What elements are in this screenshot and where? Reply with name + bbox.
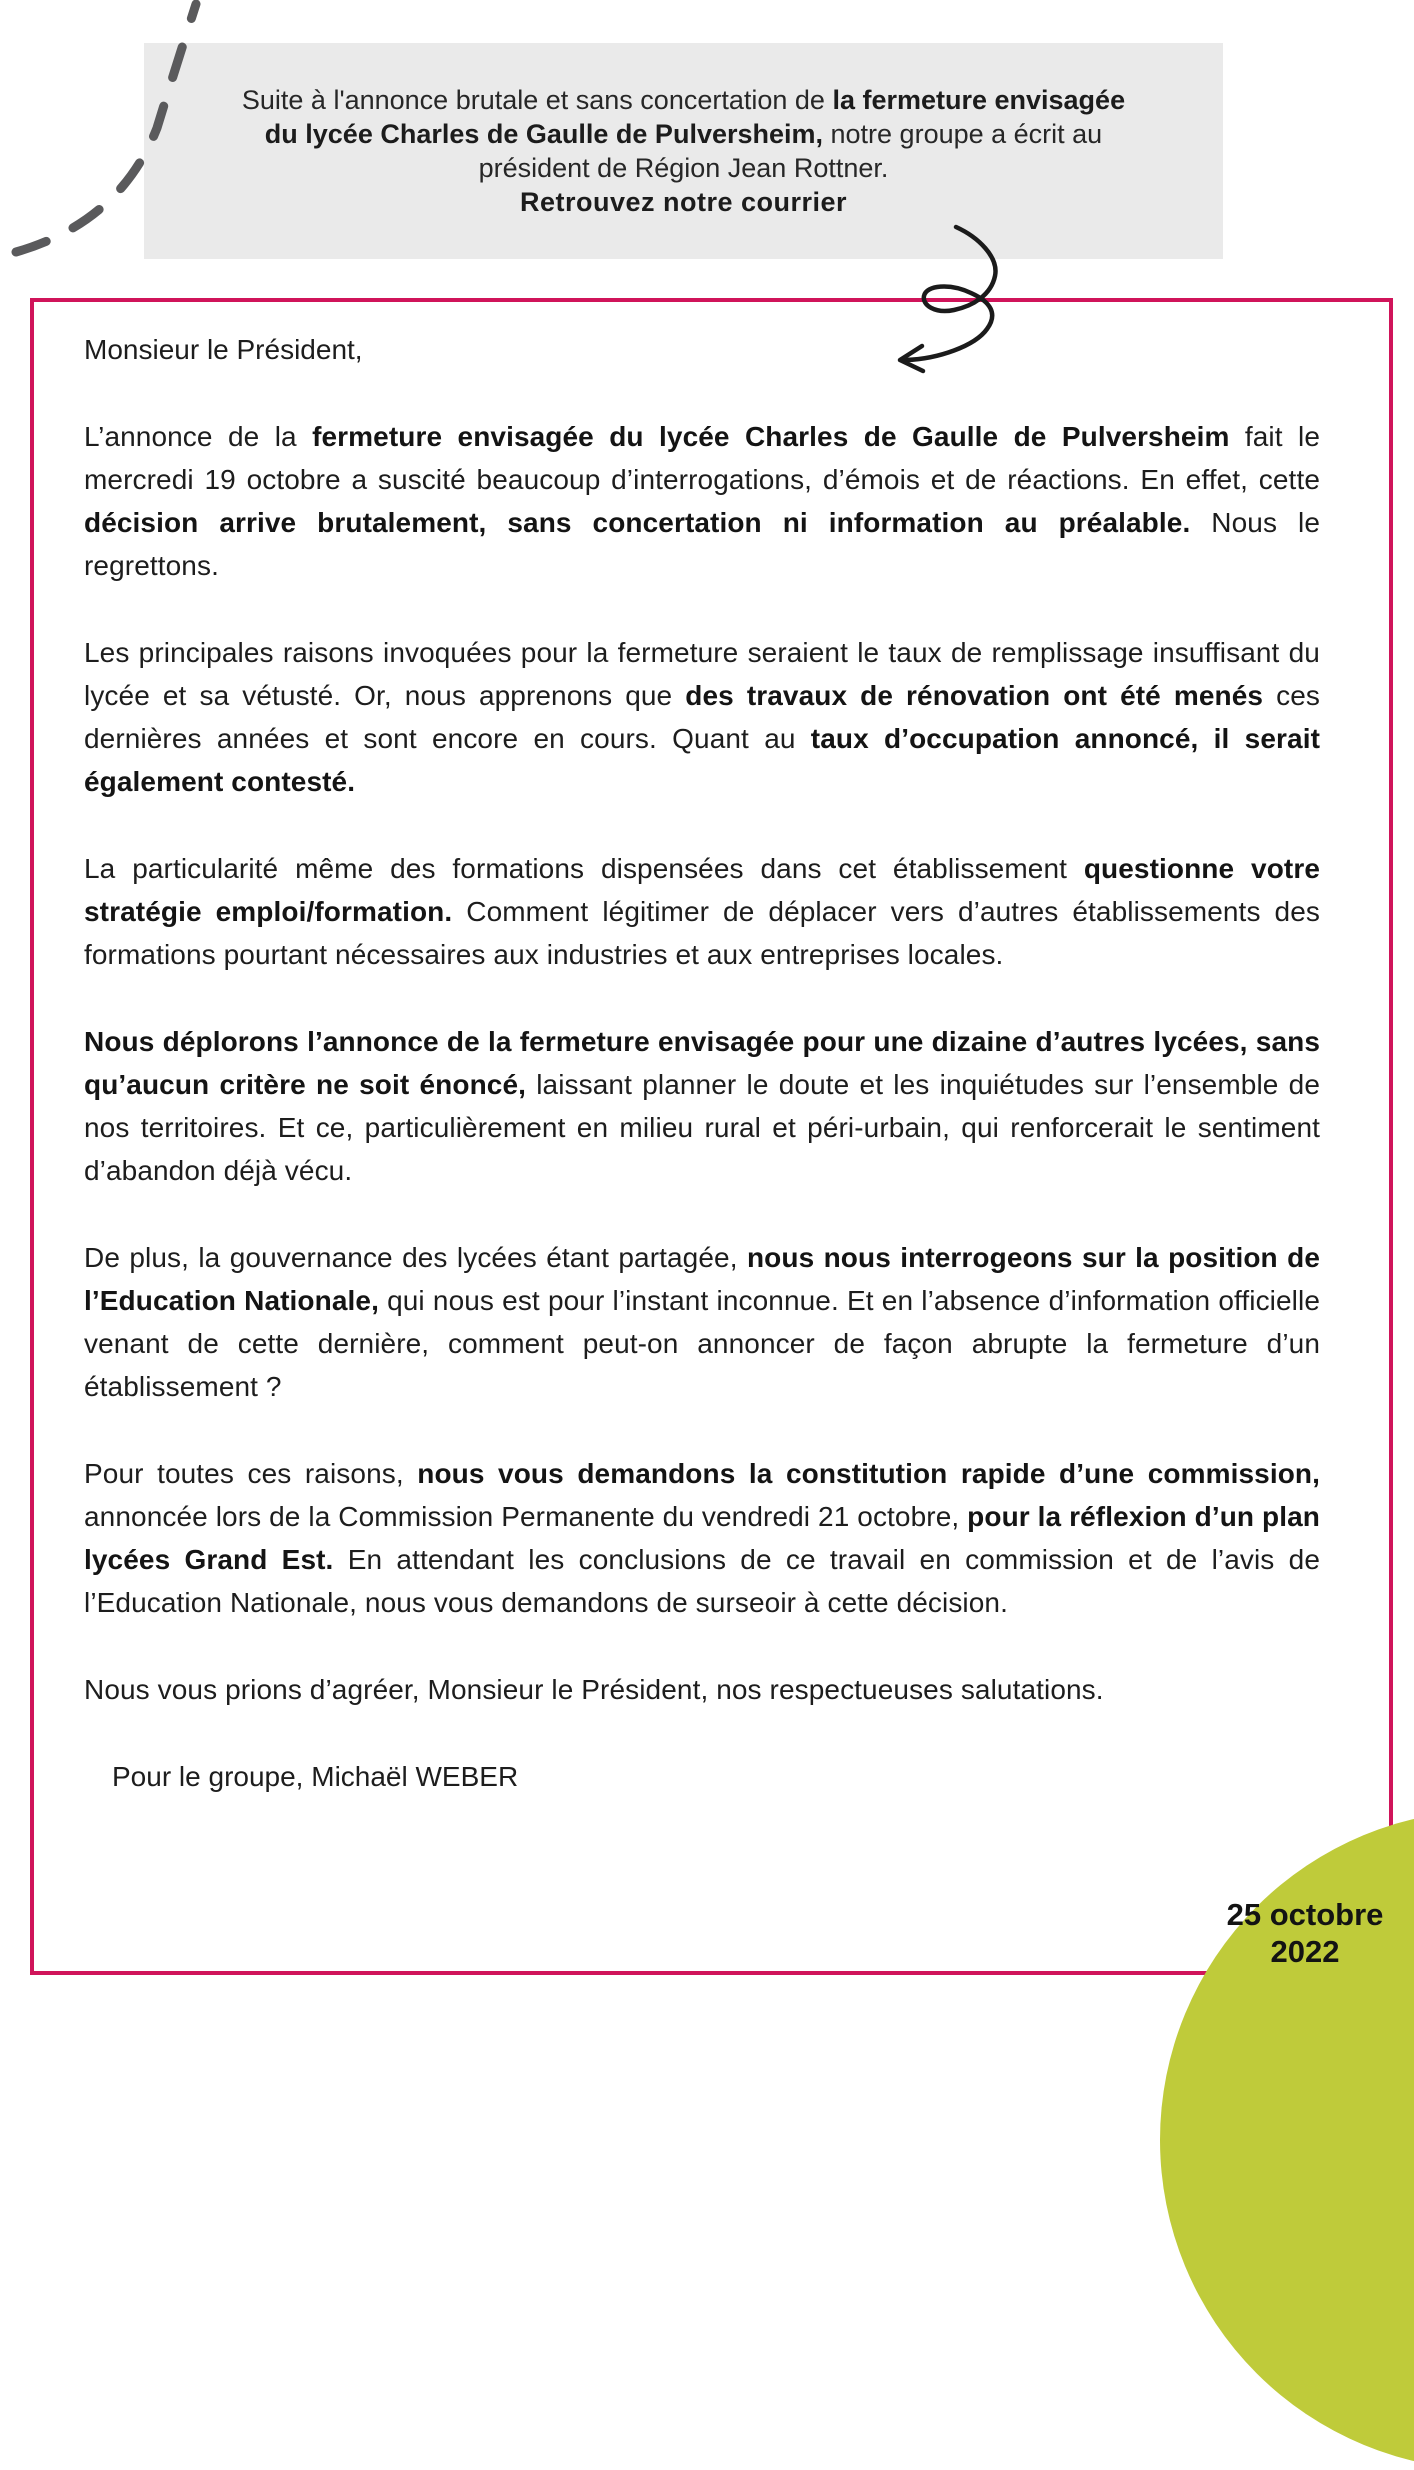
- letter-paragraph: Les principales raisons invoquées pour la fermeture seraient le taux de remplissage insuffisant du lycée et sa vétusté. Or, nous apprenons que des travaux de rénovation ont été menés ces dernières années et sont encore en cours. Quant au taux d’occupation annoncé, il serait également contesté.: [84, 637, 1320, 797]
- letter-paragraphs: [84, 415, 1320, 1711]
- date-badge-line1: 25 octobre: [1226, 1897, 1384, 1932]
- letter-paragraph: La particularité même des formations dispensées dans cet établissement questionne votre stratégie emploi/formation. Comment légitimer de déplacer vers d’autres établissements des formations pourtant nécessaires aux industries et aux entreprises locales.: [84, 853, 1321, 970]
- letter-paragraph: Nous vous prions d’agréer, Monsieur le Président, nos respectueuses salutations.: [84, 1674, 1104, 1705]
- date-badge-text: [1170, 1896, 1414, 1970]
- header-note-text: Suite à l'annonce brutale et sans concertation de la fermeture envisagée du lycée Charles de Gaulle de Pulversheim, notre groupe a écrit au président de Région Jean Rottner.: [241, 85, 1126, 183]
- signature: Pour le groupe, Michaël WEBER: [112, 1761, 519, 1792]
- curved-arrow-icon: [878, 213, 1078, 398]
- date-badge-line2: 2022: [1270, 1934, 1340, 1969]
- letter-paragraph: Pour toutes ces raisons, nous vous demandons la constitution rapide d’une commission, annoncée lors de la Commission Permanente du vendredi 21 octobre, pour la réflexion d’un plan lycées Grand Est. En attendant les conclusions de ce travail en commission et de l’avis de l’Education Nationale, nous vous demandons de surseoir à cette décision.: [84, 1458, 1320, 1618]
- letter-paragraph: Nous déplorons l’annonce de la fermeture envisagée pour une dizaine d’autres lycées, sans qu’aucun critère ne soit énoncé, laissant planner le doute et les inquiétudes sur l’ensemble de nos territoires. Et ce, particulièrement en milieu rural et péri-urbain, qui renforcerait le sentiment d’abandon déjà vécu.: [84, 1026, 1320, 1186]
- letter-box: [30, 298, 1393, 1975]
- dashed-curve-decoration: [0, 0, 210, 268]
- letter-paragraph: De plus, la gouvernance des lycées étant partagée, nous nous interrogeons sur la position de l’Education Nationale, qui nous est pour l’instant inconnue. Et en l’absence d’information officielle venant de cette dernière, comment peut-on annoncer de façon abrupte la fermeture d’un établissement ?: [84, 1242, 1320, 1402]
- letter-paragraph: L’annonce de la fermeture envisagée du lycée Charles de Gaulle de Pulversheim fait le mercredi 19 octobre a suscité beaucoup d’interrogations, d’émois et de réactions. En effet, cette décision arrive brutalement, sans concertation ni information au préalable. Nous le regrettons.: [84, 421, 1320, 581]
- salutation: Monsieur le Président,: [84, 334, 363, 365]
- header-note-cta[interactable]: Retrouvez notre courrier: [519, 187, 848, 217]
